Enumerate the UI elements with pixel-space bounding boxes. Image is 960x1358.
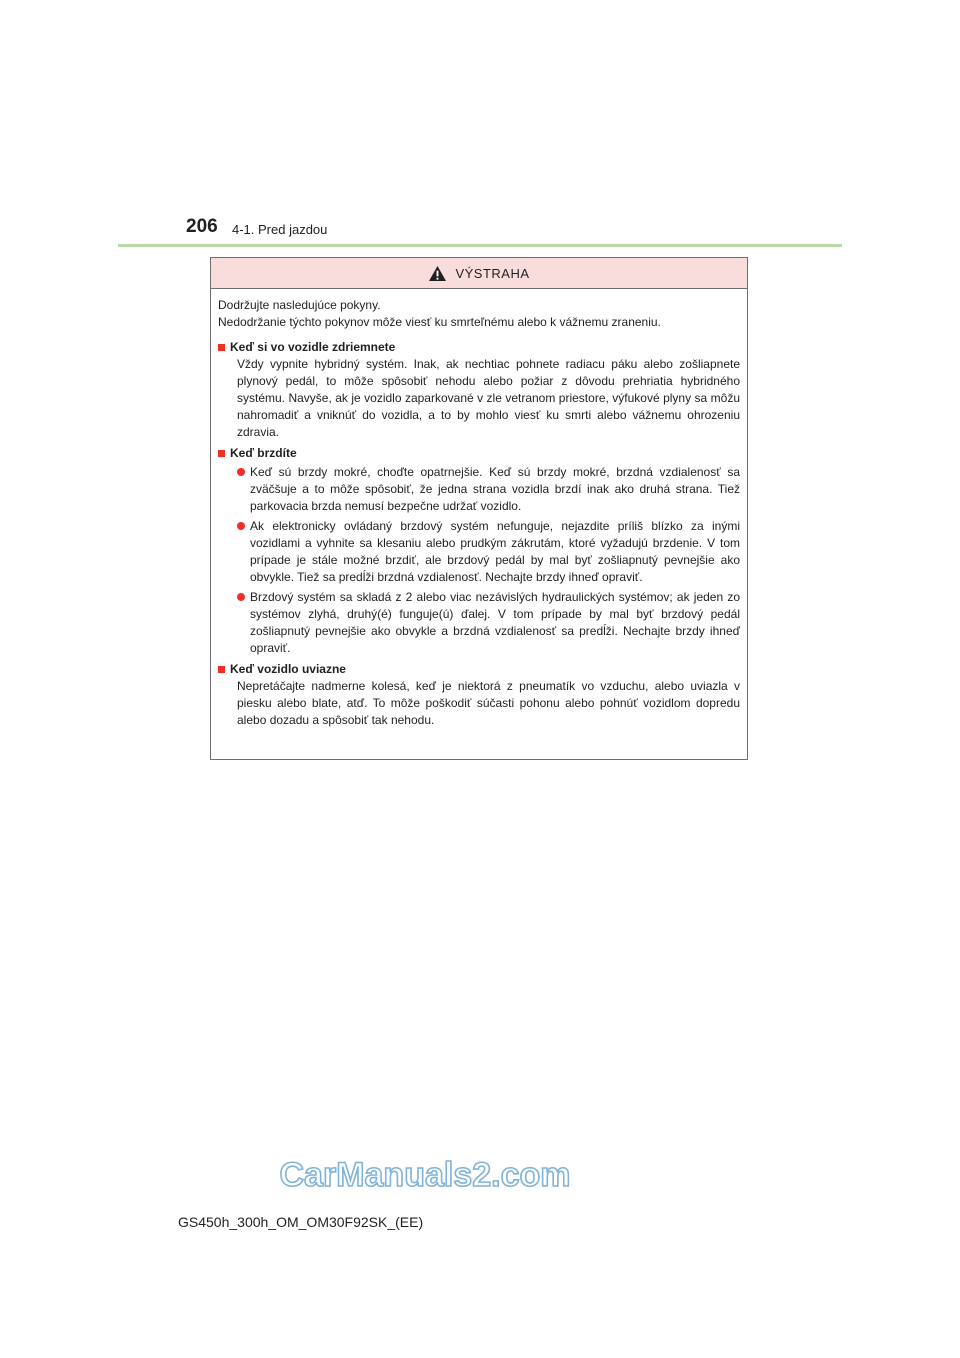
round-bullet-icon <box>237 593 245 601</box>
subhead-label: Keď vozidlo uviazne <box>230 662 346 676</box>
bullet-item <box>218 518 740 586</box>
page-number: 206 <box>186 216 218 237</box>
document-id: GS450h_300h_OM_OM30F92SK_(EE) <box>178 1214 424 1230</box>
subhead-label: Keď si vo vozidle zdriemnete <box>230 340 396 354</box>
subhead-sleeping <box>218 339 740 356</box>
bullet-item <box>218 464 740 515</box>
bullet-text: Brzdový systém sa skladá z 2 alebo viac nezávislých hydraulických systémov; ak jeden zo systémov zlyhá, druhý(é) funguje(ú) ďalej. V tom prípade by mal byť brzdový pedál zošliapnutý pevnejšie ako obvykle a brzdná vzdialenosť sa predĺži. Nechajte brzdy ihneď opraviť. <box>250 590 740 655</box>
warning-box <box>210 257 748 760</box>
section-title: 4-1. Pred jazdou <box>232 222 328 237</box>
square-bullet-icon <box>218 450 225 457</box>
warning-title: VÝSTRAHA <box>455 265 530 281</box>
subhead-braking <box>218 445 740 462</box>
bullet-text: Ak elektronicky ovládaný brzdový systém nefunguje, nejazdite príliš blízko za inými vozidlami a vyhnite sa klesaniu alebo prudkým zákrutám, ktoré vyžadujú brzdenie. V tom prípade je stále možné brzdiť, ale brzdový pedál by mal byť zošliapnutý pevnejšie ako obvykle. Tiež sa predĺži brzdná vzdialenosť. Nechajte brzdy ihneď opraviť. <box>250 519 740 584</box>
round-bullet-icon <box>237 468 245 476</box>
watermark-text: CarManuals2.com <box>279 1156 571 1194</box>
bullet-text: Keď sú brzdy mokré, choďte opatrnejšie. Keď sú brzdy mokré, brzdná vzdialenosť sa zväčšuje a to môže spôsobiť, že jedna strana vozidla brzdí inak ako druhá strana. Tiež parkovacia brzda nemusí bezpečne udržať vozidlo. <box>250 465 740 513</box>
section-text: Vždy vypnite hybridný systém. Inak, ak nechtiac pohnete radiacu páku alebo zošliapnete plynový pedál, to môže spôsobiť nehodu alebo požiar z dôvodu prehriatia hybridného systému. Navyše, ak je vozidlo zaparkované v zle vetranom priestore, výfukové plyny sa môžu nahromadiť a vniknúť do vozidla, a to by mohlo viesť ku smrti alebo vážnemu ohrozeniu zdravia. <box>237 357 740 439</box>
warning-triangle-icon <box>428 265 447 282</box>
subhead-stuck <box>218 661 740 678</box>
section-text: Nepretáčajte nadmerne kolesá, keď je niektorá z pneumatík vo vzduchu, alebo uviazla v piesku alebo blate, atď. To môže poškodiť súčasti pohonu alebo pohnúť vozidlom dopredu alebo dozadu a spôsobiť tak nehodu. <box>237 679 740 727</box>
warning-intro-1: Dodržujte nasledujúce pokyny. <box>218 298 381 312</box>
square-bullet-icon <box>218 344 225 351</box>
warning-intro-2: Nedodržanie týchto pokynov môže viesť ku smrteľnému alebo k vážnemu zraneniu. <box>218 315 661 329</box>
header-rule <box>118 244 842 247</box>
square-bullet-icon <box>218 666 225 673</box>
subhead-label: Keď brzdíte <box>230 446 297 460</box>
warning-header <box>211 258 747 289</box>
warning-body <box>211 289 747 729</box>
watermark-logo <box>245 1150 605 1200</box>
bullet-item <box>218 589 740 657</box>
round-bullet-icon <box>237 522 245 530</box>
